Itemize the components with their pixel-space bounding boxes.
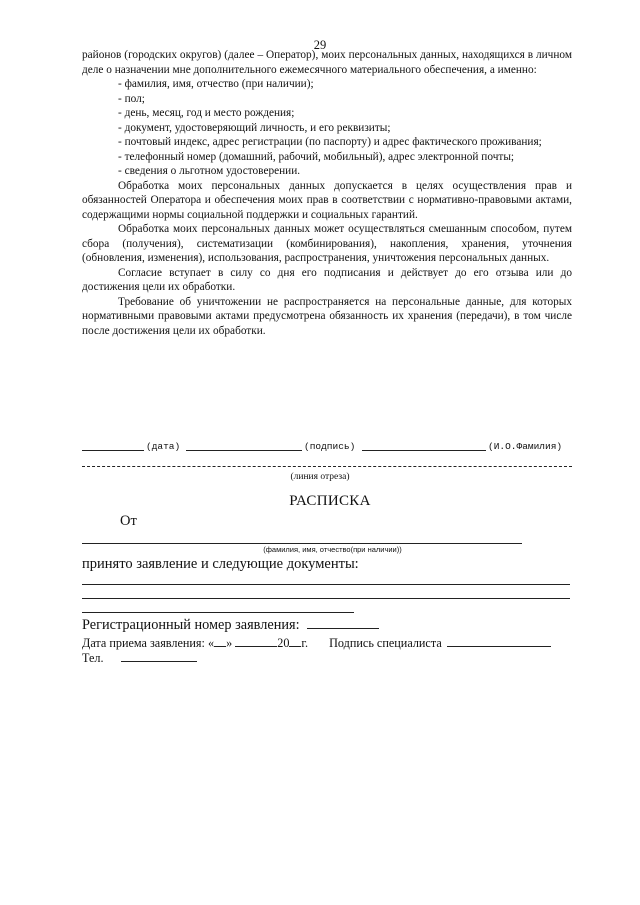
list-item: - день, месяц, год и место рождения; (118, 107, 295, 119)
specialist-label: Подпись специалиста (329, 636, 442, 650)
date-mid: » (226, 636, 233, 650)
day-field[interactable] (214, 635, 226, 647)
fio-line[interactable] (82, 543, 522, 544)
name-caption: (И.О.Фамилия) (488, 441, 563, 452)
documents-line[interactable] (82, 612, 354, 613)
cut-line (82, 466, 572, 467)
list-item: - телефонный номер (домашний, рабочий, мобильный), адрес электронной почты; (118, 150, 515, 163)
signature-row (82, 440, 572, 454)
consent-paragraph: Согласие вступает в силу со дня его подписания и действует до его отзыва или до достижения цели их обработки. (82, 266, 572, 293)
consent-text (82, 48, 572, 338)
name-line[interactable] (362, 450, 486, 451)
reg-number-label: Регистрационный номер заявления: (82, 617, 300, 633)
page-number: 29 (313, 38, 327, 52)
fio-caption: (фамилия, имя, отчество(при наличии)) (263, 545, 402, 554)
list-item: - пол; (118, 92, 145, 105)
date-label: Дата приема заявления: « (82, 636, 215, 650)
consent-paragraph: Обработка моих персональных данных может осуществляться смешанным способом, путем сбора (получения), систематизации (комбинирования), накопления, хранения, уточнения (обновления, изменения), использования, распространения, уничтожения персональных данных. (82, 223, 572, 264)
consent-paragraph: Требование об уничтожении не распространяется на персональные данные, для которых нормативными правовыми актами предусмотрена обязанность их хранения (передачи), в том числе после достижения цели их обработки. (82, 295, 572, 337)
year-field[interactable] (289, 635, 301, 647)
month-field[interactable] (235, 635, 277, 647)
receipt-title: РАСПИСКА (289, 493, 371, 509)
date-line[interactable] (82, 450, 144, 451)
signature-caption: (подпись) (304, 441, 356, 452)
phone-row (82, 650, 197, 666)
specialist-signature-field[interactable] (447, 635, 551, 647)
phone-label: Тел. (82, 651, 104, 665)
date-caption: (дата) (146, 441, 181, 452)
year-suffix: г. (301, 636, 309, 650)
list-item: - документ, удостоверяющий личность, и его реквизиты; (118, 121, 391, 134)
list-item: - сведения о льготном удостоверении. (118, 165, 301, 177)
from-label: От (120, 513, 137, 529)
accepted-text: принято заявление и следующие документы: (82, 556, 359, 572)
cut-line-label: (линия отреза) (290, 472, 350, 482)
reg-number-row (82, 617, 379, 634)
consent-paragraph: Обработка моих персональных данных допускается в целях осуществления прав и обязанностей Оператора и обеспечения моих прав в соответствии с нормативно-правовыми актами, содержащими нормы социальной поддержки и социальных гарантий. (82, 179, 572, 221)
phone-field[interactable] (121, 650, 197, 662)
year-prefix: 20 (277, 636, 290, 650)
reg-number-field[interactable] (307, 617, 379, 629)
documents-line[interactable] (82, 584, 570, 585)
documents-line[interactable] (82, 598, 570, 599)
list-item: - фамилия, имя, отчество (при наличии); (118, 78, 314, 90)
consent-intro: районов (городских округов) (далее – Оператор), моих персональных данных, находящихся в личном деле о назначении мне дополнительного ежемесячного материального обеспечения, а именно: (82, 49, 572, 76)
receipt-date-row (82, 635, 577, 651)
signature-line[interactable] (186, 450, 302, 451)
list-item: - почтовый индекс, адрес регистрации (по паспорту) и адрес фактического проживания; (118, 136, 542, 148)
